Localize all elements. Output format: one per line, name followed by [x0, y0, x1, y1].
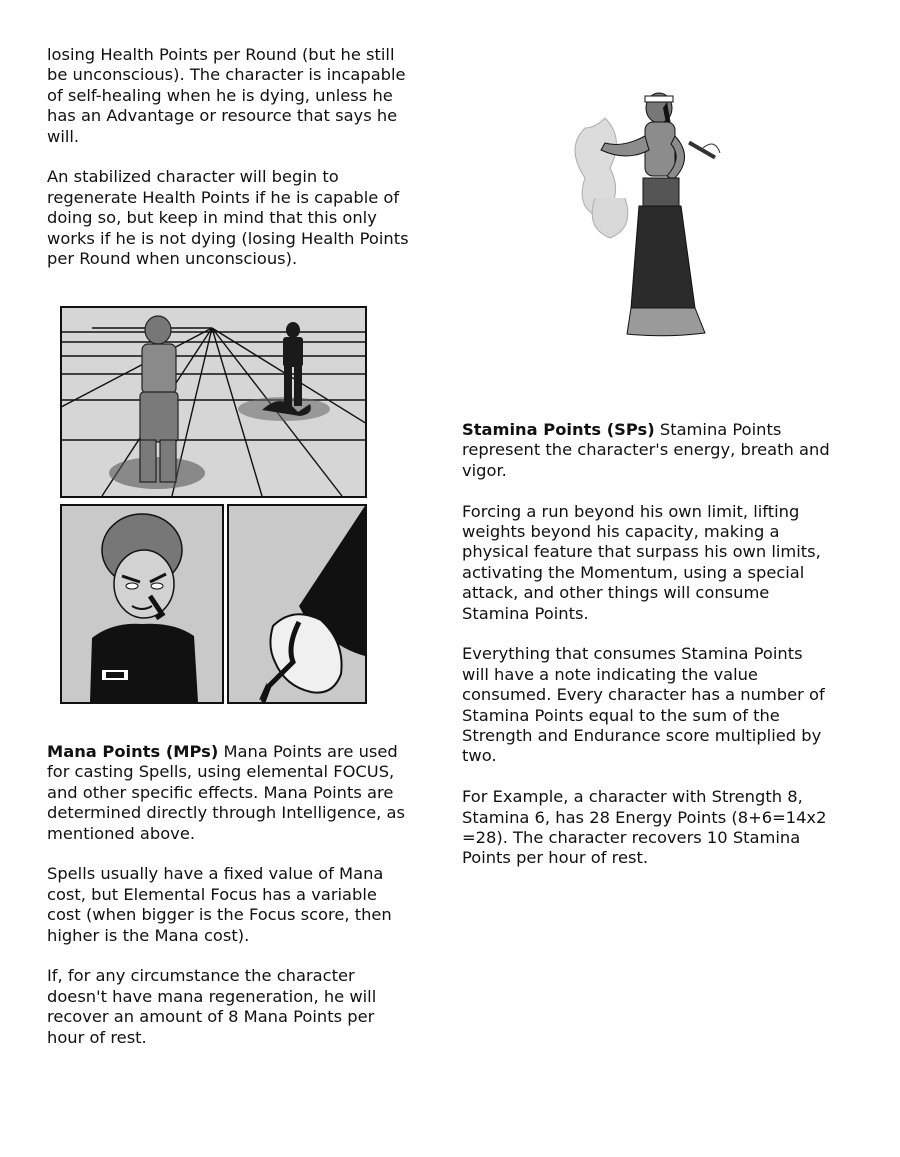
- stamina-intro: Stamina Points represent the character's energy, breath and vigor.: [462, 420, 830, 480]
- stamina-section: [462, 420, 832, 889]
- mana-paragraph-3: If, for any circumstance the character doesn't have mana regeneration, he will recover an amount of 8 Mana Points per hour of rest.: [47, 966, 377, 1047]
- stamina-paragraph-1: [462, 420, 832, 481]
- floor-scene-illustration: [62, 308, 365, 496]
- stamina-heading: Stamina Points (SPs): [462, 420, 655, 439]
- stabilized-paragraph: An stabilized character will begin to regenerate Health Points if he is capable of doing so, but keep in mind that this only works if he is not dying (losing Health Points per Round when unconscious).: [47, 167, 409, 269]
- stamina-paragraph-2: Forcing a run beyond his own limit, lifting weights beyond his capacity, making a physical feature that surpass his own limits, activating the Momentum, using a special attack, and other things will consume Stamina Points.: [462, 501, 821, 623]
- mana-intro: Mana Points are used for casting Spells, using elemental FOCUS, and other specific effects. Mana Points are determined directly through Intelligence, as mentioned above.: [47, 742, 405, 843]
- dying-paragraph: losing Health Points per Round (but he still be unconscious). The character is incapable of self-healing when he is dying, unless he has an Advantage or resource that says he will.: [47, 45, 406, 146]
- stamina-paragraph-4: For Example, a character with Strength 8, Stamina 6, has 28 Energy Points (8+6=14x2 =28). The character recovers 10 Stamina Points per hour of rest.: [462, 787, 827, 868]
- mana-paragraph-1: [47, 742, 412, 844]
- left-top-text: [47, 45, 412, 290]
- mana-heading: Mana Points (MPs): [47, 742, 219, 761]
- comic-panel-hand: [227, 504, 367, 704]
- angry-character-illustration: [62, 506, 222, 702]
- mana-section: [47, 742, 412, 1068]
- hand-with-pen-illustration: [229, 506, 365, 702]
- stamina-paragraph-3: Everything that consumes Stamina Points will have a note indicating the value consumed. Every character has a number of Stamina Points equal to the sum of the Strength and Endurance score multiplied by two.: [462, 644, 825, 766]
- comic-panel-face: [60, 504, 224, 704]
- comic-panel-floor: [60, 306, 367, 498]
- warrior-character-illustration: [555, 88, 735, 338]
- mana-paragraph-2: Spells usually have a fixed value of Mana cost, but Elemental Focus has a variable cost (when bigger is the Focus score, then higher is the Mana cost).: [47, 864, 392, 945]
